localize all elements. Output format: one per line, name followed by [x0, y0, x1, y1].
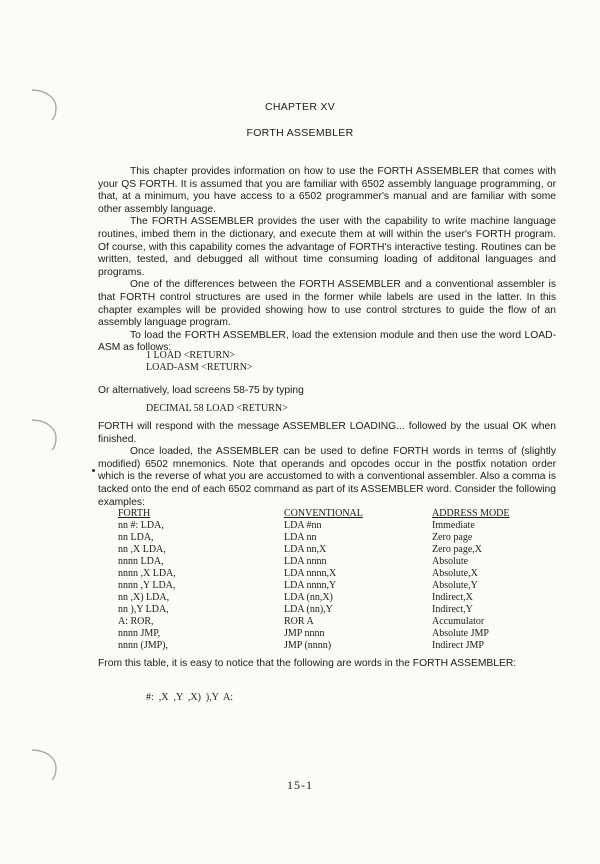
- forth-cell: nnnn JMP,: [118, 628, 161, 639]
- summary-text: [98, 658, 556, 671]
- paragraph-intro: This chapter provides information on how to use the FORTH ASSEMBLER that comes with your QS FORTH. It is assumed that you are familiar with 6502 assembly language programming, or that, at a minimum, you have access to a 6502 programmer's manual and are familiar with some other assembly language.: [98, 166, 556, 215]
- code-line: #: ,X ,Y ,X) ),Y A:: [146, 692, 234, 703]
- address-mode-cell: Absolute,Y: [432, 580, 478, 591]
- table-header-row: [118, 508, 518, 520]
- paragraph-response: FORTH will respond with the message ASSEMBLER LOADING... followed by the usual OK when finished.: [98, 421, 556, 445]
- load-code-block: [146, 350, 253, 375]
- table-row: [118, 580, 518, 592]
- forth-cell: nnnn LDA,: [118, 556, 164, 567]
- paragraph-capabilities: The FORTH ASSEMBLER provides the user with the capability to write machine language routines, imbed them in the dictionary, and execute them at will within the user's FORTH program. Of course, with this capability comes the advantage of FORTH's interactive testing. Routines can be written, tested, and debugged all without time consuming loading of additonal languages and programs.: [98, 216, 556, 278]
- chapter-heading: CHAPTER XV: [264, 101, 336, 113]
- table-row: [118, 628, 518, 640]
- forth-cell: nn ,X LDA,: [118, 544, 166, 555]
- conventional-cell: LDA nn,X: [284, 544, 327, 555]
- table-body: [118, 520, 518, 652]
- address-mode-cell: Immediate: [432, 520, 475, 531]
- chapter-title: FORTH ASSEMBLER: [246, 127, 354, 139]
- table-row: [118, 592, 518, 604]
- usage-text-block: [98, 421, 556, 509]
- forth-cell: A: ROR,: [118, 616, 154, 627]
- address-mode-cell: Accumulator: [432, 616, 485, 627]
- conventional-cell: LDA #nn: [284, 520, 322, 531]
- paragraph-alternative: Or alternatively, load screens 58-75 by typing: [98, 385, 304, 396]
- table-row: [118, 532, 518, 544]
- forth-cell: nn LDA,: [118, 532, 154, 543]
- table-row: [118, 640, 518, 652]
- code-line: LOAD-ASM <RETURN>: [146, 362, 253, 374]
- table-row: [118, 604, 518, 616]
- conventional-cell: JMP nnnn: [284, 628, 325, 639]
- conventional-cell: LDA nnnn,X: [284, 568, 337, 579]
- address-mode-cell: Zero page,X: [432, 544, 482, 555]
- paragraph-differences: One of the differences between the FORTH ASSEMBLER and a conventional assembler is that FORTH control structures are used in the former while labels are used in the latter. In this chapter examples will be provided showing how to use control strctures to guide the flow of an assembly language program.: [98, 279, 556, 329]
- words-code-block: [146, 692, 233, 704]
- code-line: 1 LOAD <RETURN>: [146, 350, 236, 361]
- table-row: [118, 544, 518, 556]
- address-mode-cell: Indirect,X: [432, 592, 473, 603]
- scan-speck: [92, 469, 95, 472]
- address-mode-cell: Absolute: [432, 556, 469, 567]
- forth-cell: nnnn ,X LDA,: [118, 568, 176, 579]
- paragraph-summary: From this table, it is easy to notice that the following are words in the FORTH ASSEMBLER:: [98, 658, 517, 669]
- screens-code-block: [146, 403, 288, 415]
- conventional-cell: LDA (nn),Y: [284, 604, 333, 615]
- column-header-address-mode: ADDRESS MODE: [432, 508, 510, 519]
- address-mode-cell: Indirect,Y: [432, 604, 473, 615]
- conventional-cell: LDA nn: [284, 532, 317, 543]
- forth-cell: nn ),Y LDA,: [118, 604, 169, 615]
- mnemonic-table: [118, 508, 518, 652]
- table-row: [118, 556, 518, 568]
- intro-text-block: [98, 166, 556, 355]
- address-mode-cell: Absolute JMP: [432, 628, 489, 639]
- table-row: [118, 568, 518, 580]
- column-header-conventional: CONVENTIONAL: [284, 508, 363, 519]
- address-mode-cell: Absolute,X: [432, 568, 478, 579]
- alternative-text: [98, 385, 556, 398]
- conventional-cell: ROR A: [284, 616, 314, 627]
- paragraph-usage: Once loaded, the ASSEMBLER can be used to define FORTH words in terms of (slightly modified) 6502 mnemonics. Note that operands and opcodes occur in the postfix notation order which is the reverse of what you are accustomed to with a conventional assembler. Also a comma is tacked onto the end of each 6502 command as part of its ASSEMBLER word. Consider the following examples:: [98, 446, 556, 508]
- page-number: 15-1: [287, 778, 313, 792]
- conventional-cell: LDA nnnn: [284, 556, 327, 567]
- punch-hole-mark-middle: [28, 414, 62, 454]
- code-line: DECIMAL 58 LOAD <RETURN>: [146, 403, 288, 414]
- address-mode-cell: Indirect JMP: [432, 640, 484, 651]
- forth-cell: nn #: LDA,: [118, 520, 164, 531]
- table-row: [118, 520, 518, 532]
- conventional-cell: LDA nnnn,Y: [284, 580, 337, 591]
- forth-cell: nn ,X) LDA,: [118, 592, 170, 603]
- forth-cell: nnnn (JMP),: [118, 640, 169, 651]
- table-row: [118, 616, 518, 628]
- conventional-cell: LDA (nn,X): [284, 592, 333, 603]
- address-mode-cell: Zero page: [432, 532, 473, 543]
- forth-cell: nnnn ,Y LDA,: [118, 580, 176, 591]
- conventional-cell: JMP (nnnn): [284, 640, 332, 651]
- paragraph-loading: To load the FORTH ASSEMBLER, load the extension module and then use the word LOAD-ASM as follows:: [98, 329, 556, 354]
- column-header-forth: FORTH: [118, 508, 151, 519]
